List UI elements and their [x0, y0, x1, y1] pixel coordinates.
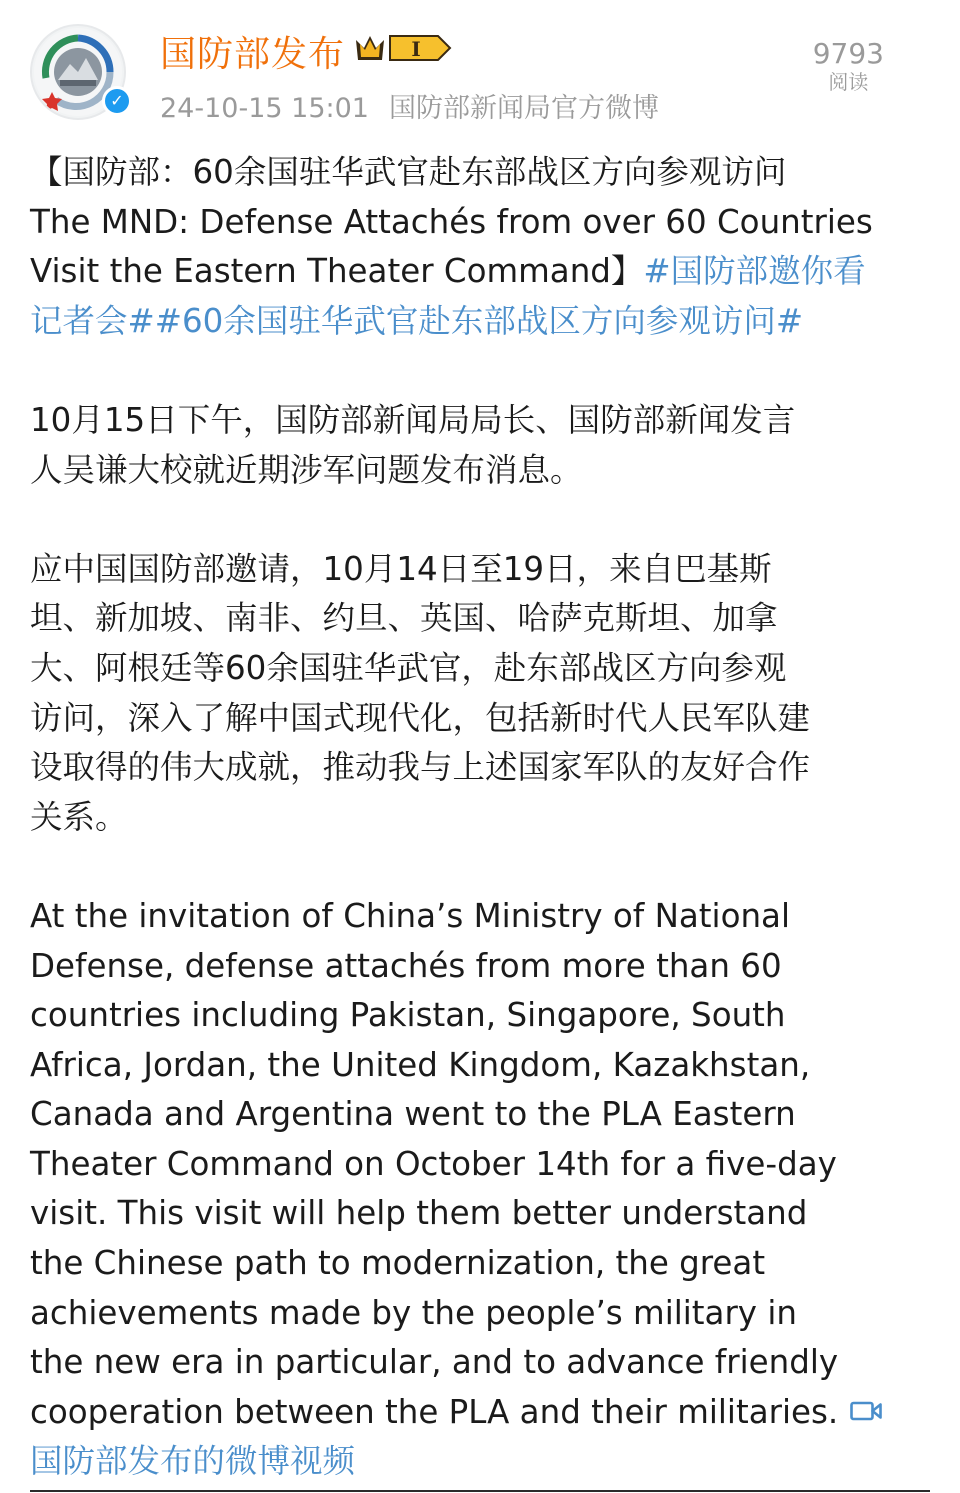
paragraph-line: 访问，深入了解中国式现代化，包括新时代人民军队建	[30, 698, 811, 737]
paragraph-line: 关系。	[30, 797, 128, 836]
paragraph-line: Canada and Argentina went to the PLA Eastern	[30, 1095, 796, 1134]
paragraph-line: At the invitation of China’s Ministry of National	[30, 896, 791, 935]
crown-level-badge-icon[interactable]	[352, 30, 454, 66]
paragraph-line: 应中国国防部邀请，10月14日至19日，来自巴基斯	[30, 549, 772, 588]
hashtag-press-conference-cont[interactable]: 记者会#	[30, 301, 155, 340]
paragraph-line: Theater Command on October 14th for a five-day	[30, 1144, 837, 1183]
read-count-value: 9793	[812, 37, 884, 70]
author-avatar[interactable]	[30, 24, 130, 124]
post-source[interactable]: 国防部新闻局官方微博	[388, 93, 659, 124]
post-timestamp: 24-10-15 15:01	[160, 93, 369, 124]
badge-level-label: I	[411, 37, 421, 61]
paragraph-line: the new era in particular, and to advance friendly	[30, 1343, 839, 1382]
paragraph-line: visit. This visit will help them better understand	[30, 1194, 808, 1233]
paragraph-line: countries including Pakistan, Singapore, South	[30, 996, 786, 1035]
video-link[interactable]: 国防部发布的微博视频	[30, 1442, 356, 1481]
post-header	[0, 0, 960, 140]
hashtag-line	[30, 297, 930, 347]
verified-check-icon: ✓	[102, 86, 132, 116]
paragraph-line: Defense, defense attachés from more than 60	[30, 946, 782, 985]
read-counter	[813, 38, 884, 94]
title-line: The MND: Defense Attachés from over 60 Countries	[30, 202, 873, 241]
paragraph-line	[30, 1388, 930, 1438]
video-camera-icon[interactable]	[850, 1399, 882, 1423]
title-line	[30, 247, 930, 297]
author-name[interactable]: 国防部发布	[160, 34, 346, 75]
read-count-label: 阅读	[828, 70, 869, 94]
paragraph-line: 大、阿根廷等60余国驻华武官，赴东部战区方向参观	[30, 648, 787, 687]
bottom-divider	[30, 1490, 930, 1492]
paragraph-line: 10月15日下午，国防部新闻局局长、国防部新闻发言	[30, 400, 796, 439]
paragraph-line: Africa, Jordan, the United Kingdom, Kazakhstan,	[30, 1045, 811, 1084]
hashtag-press-conference[interactable]: #国防部邀你看	[643, 252, 866, 291]
paragraph-line: 坦、新加坡、南非、约旦、英国、哈萨克斯坦、加拿	[30, 599, 778, 638]
post-meta	[160, 86, 659, 125]
paragraph-line: the Chinese path to modernization, the great	[30, 1244, 766, 1283]
title-line-text: Visit the Eastern Theater Command】	[30, 252, 644, 291]
hashtag-attache-visit[interactable]: #60余国驻华武官赴东部战区方向参观访问#	[154, 301, 804, 340]
title-line: 【国防部：60余国驻华武官赴东部战区方向参观访问	[30, 153, 787, 191]
paragraph-line: 人吴谦大校就近期涉军问题发布消息。	[30, 450, 583, 489]
paragraph-line: 设取得的伟大成就，推动我与上述国家军队的友好合作	[30, 748, 811, 787]
paragraph-line: achievements made by the people’s military in	[30, 1293, 798, 1332]
post-body	[30, 148, 930, 1487]
paragraph-line-text: cooperation between the PLA and their militaries.	[30, 1392, 839, 1431]
